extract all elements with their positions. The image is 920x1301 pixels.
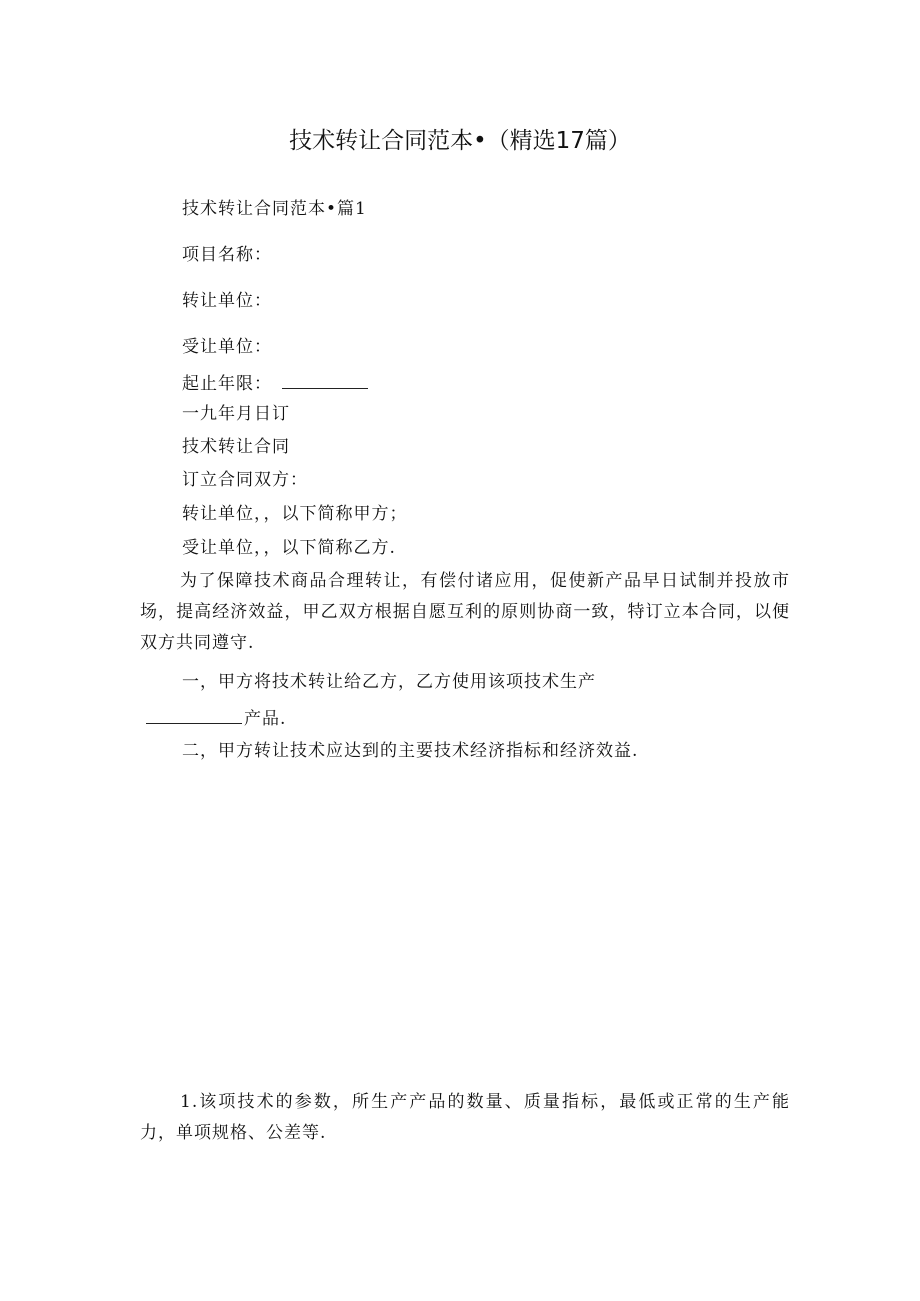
item-1-paragraph: 1.该项技术的参数，所生产产品的数量、质量指标，最低或正常的生产能力，单项规格、公差等. [140, 1092, 790, 1143]
party-a-line: 转让单位，，以下简称甲方； [182, 504, 408, 524]
period-label: 起止年限： [182, 374, 272, 394]
period-line [182, 370, 368, 395]
transferee-label: 受让单位： [182, 337, 272, 357]
section-heading: 技术转让合同范本•篇1 [182, 199, 367, 219]
clause-1-suffix: 产品. [244, 709, 287, 729]
parties-label: 订立合同双方： [182, 470, 308, 490]
party-b-line: 受让单位，，以下简称乙方. [182, 538, 396, 558]
date-line: 一九年月日订 [182, 404, 290, 424]
document-title: 技术转让合同范本•（精选17篇） [289, 128, 631, 154]
project-name-label: 项目名称： [182, 245, 272, 265]
intro-paragraph: 为了保障技术商品合理转让，有偿付诸应用，促使新产品早日试制并投放市场，提高经济效益，甲乙双方根据自愿互利的原则协商一致，特订立本合同，以便双方共同遵守. [140, 571, 790, 653]
period-blank [282, 370, 368, 389]
clause-1-text: 一，甲方将技术转让给乙方，乙方使用该项技术生产 [182, 672, 596, 692]
transferor-label: 转让单位： [182, 291, 272, 311]
clause-2: 二，甲方转让技术应达到的主要技术经济指标和经济效益. [182, 741, 639, 761]
clause-1-blank [146, 705, 242, 724]
contract-name: 技术转让合同 [182, 437, 290, 457]
clause-1-continuation [140, 705, 286, 730]
